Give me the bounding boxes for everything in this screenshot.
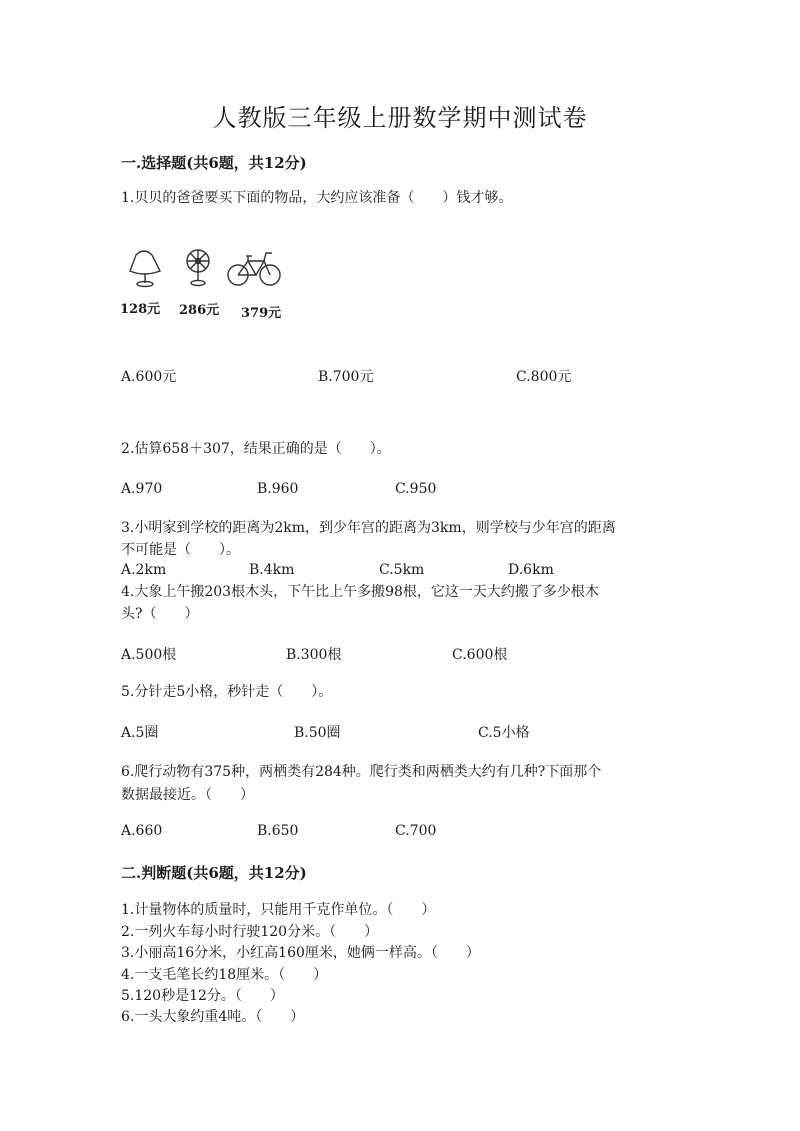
page-title: 人教版三年级上册数学期中测试卷 bbox=[212, 104, 588, 132]
question-4-line-1: 4.大象上午搬203根木头，下午比上午多搬98根，它这一天大约搬了多少根木 bbox=[121, 584, 599, 600]
question-3-line-1: 3.小明家到学校的距离为2km，到少年宫的距离为3km，则学校与少年宫的距离 bbox=[121, 520, 616, 536]
q4-option-a: A.500根 bbox=[121, 647, 177, 663]
q4-option-b: B.300根 bbox=[286, 647, 342, 663]
lamp-price: 128元 bbox=[120, 302, 161, 317]
q5-option-c: C.5小格 bbox=[478, 725, 530, 741]
product-images-svg bbox=[124, 243, 294, 291]
q2-option-c: C.950 bbox=[395, 481, 437, 497]
q3-option-d: D.6km bbox=[508, 562, 554, 578]
question-3-line-2: 不可能是（ ）。 bbox=[121, 542, 240, 558]
section-heading-choice: 一.选择题(共6题，共12分) bbox=[121, 154, 307, 172]
question-5-text: 5.分针走5小格，秒针走（ ）。 bbox=[121, 684, 333, 700]
fan-price: 286元 bbox=[179, 303, 220, 318]
q3-option-b: B.4km bbox=[249, 562, 295, 578]
judgement-item-1: 1.计量物体的质量时，只能用千克作单位。（ ） bbox=[121, 902, 436, 918]
fan-icon bbox=[187, 250, 209, 286]
judgement-item-4: 4.一支毛笔长约18厘米。（ ） bbox=[121, 967, 328, 983]
judgement-item-3: 3.小丽高16分米，小红高160厘米，她俩一样高。（ ） bbox=[121, 945, 480, 961]
question-4-line-2: 头?（ ） bbox=[121, 606, 199, 622]
q1-option-c: C.800元 bbox=[516, 369, 572, 385]
judgement-item-2: 2.一列火车每小时行驶120分米。（ ） bbox=[121, 924, 379, 940]
question-1-text: 1.贝贝的爸爸要买下面的物品，大约应该准备（ ）钱才够。 bbox=[121, 190, 513, 206]
q1-option-a: A.600元 bbox=[121, 369, 177, 385]
question-6-line-2: 数据最接近。（ ） bbox=[121, 787, 254, 803]
q1-option-b: B.700元 bbox=[318, 369, 374, 385]
lamp-icon bbox=[130, 251, 160, 287]
bicycle-price: 379元 bbox=[241, 306, 282, 321]
product-images bbox=[124, 243, 294, 291]
q3-option-a: A.2km bbox=[121, 562, 167, 578]
q6-option-c: C.700 bbox=[395, 823, 437, 839]
question-2-text: 2.估算658＋307，结果正确的是（ ）。 bbox=[121, 441, 391, 457]
q2-option-a: A.970 bbox=[121, 481, 163, 497]
q6-option-b: B.650 bbox=[257, 823, 299, 839]
q2-option-b: B.960 bbox=[257, 481, 299, 497]
section-heading-judgement: 二.判断题(共6题，共12分) bbox=[121, 864, 307, 882]
q5-option-a: A.5圈 bbox=[121, 725, 159, 741]
question-6-line-1: 6.爬行动物有375种，两栖类有284种。爬行类和两栖类大约有几种?下面那个 bbox=[121, 764, 602, 780]
judgement-item-5: 5.120秒是12分。（ ） bbox=[121, 988, 284, 1004]
q5-option-b: B.50圈 bbox=[294, 725, 341, 741]
price-labels bbox=[120, 298, 310, 321]
q6-option-a: A.660 bbox=[121, 823, 163, 839]
judgement-item-6: 6.一头大象约重4吨。（ ） bbox=[121, 1009, 305, 1025]
bicycle-icon bbox=[228, 253, 280, 285]
q3-option-c: C.5km bbox=[379, 562, 425, 578]
q4-option-c: C.600根 bbox=[452, 647, 508, 663]
